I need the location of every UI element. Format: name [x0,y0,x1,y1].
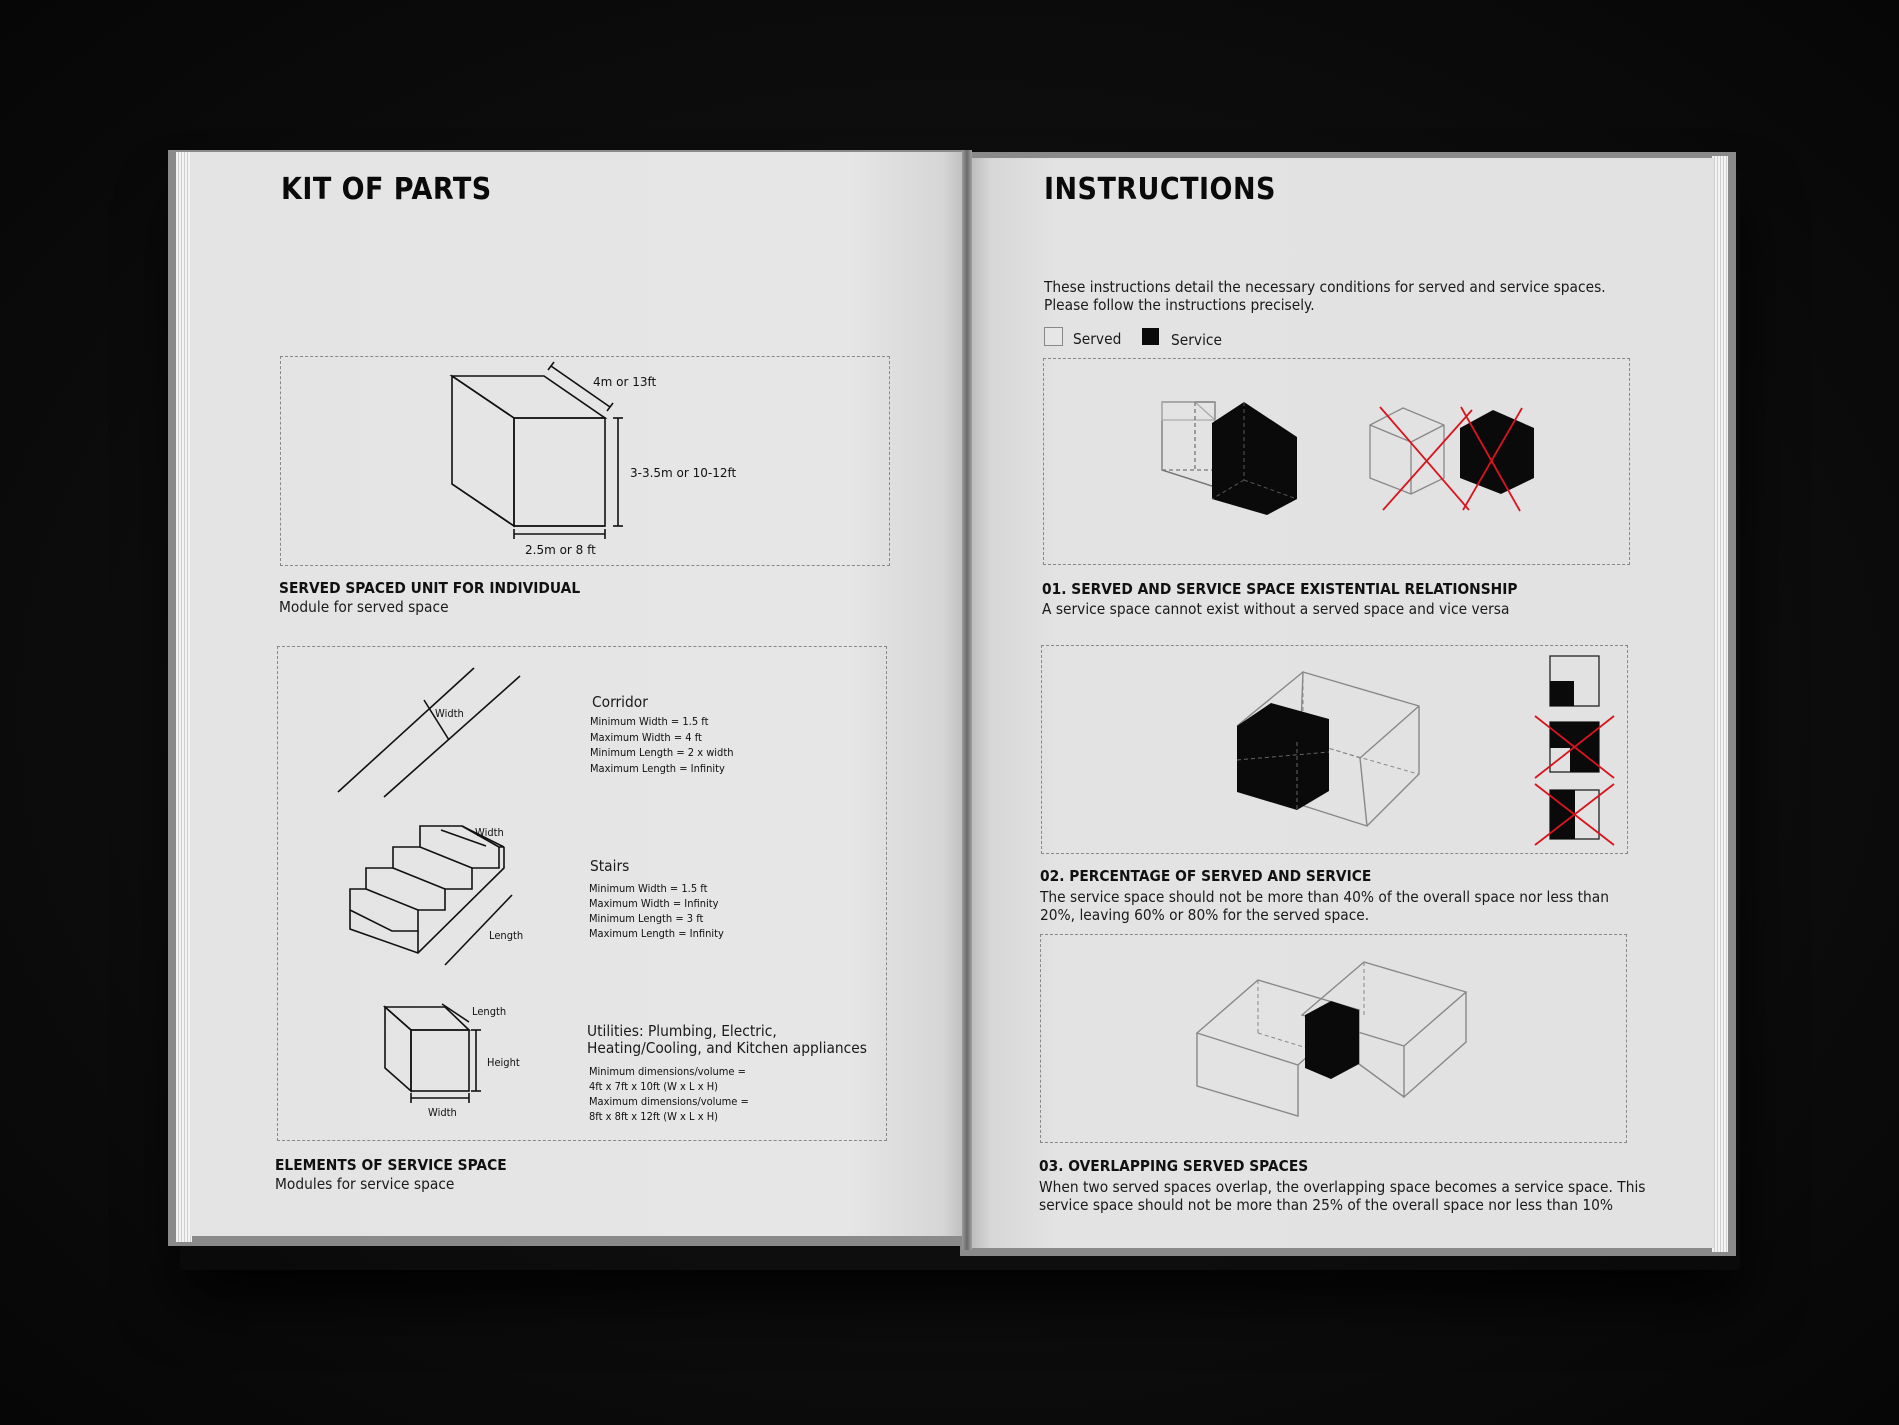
utilities-heading-line2: Heating/Cooling, and Kitchen appliances [587,1039,867,1057]
corridor-spec-line: Minimum Width = 1.5 ft [590,715,709,728]
intro-line-1: These instructions detail the necessary conditions for served and service spaces. [1044,278,1606,296]
utilities-length-label: Length [472,1005,507,1018]
stairs-spec-line: Minimum Length = 3 ft [589,912,704,925]
left-page-title: KIT OF PARTS [281,172,492,207]
utilities-heading-line1: Utilities: Plumbing, Electric, [587,1022,777,1040]
right-page-title: INSTRUCTIONS [1044,172,1276,207]
utilities-spec-line: Minimum dimensions/volume = [589,1065,746,1078]
utilities-spec-line: 4ft x 7ft x 10ft (W x L x H) [589,1080,719,1093]
legend-served-label: Served [1073,330,1122,348]
stairs-spec-line: Minimum Width = 1.5 ft [589,882,708,895]
corridor-heading: Corridor [592,693,648,711]
dim-width-label: 2.5m or 8 ft [525,543,596,557]
rule-3-text-line1: When two served spaces overlap, the overlapping space becomes a service space. This [1039,1178,1646,1196]
utilities-width-label: Width [428,1106,457,1119]
unit-caption-subtitle: Module for served space [279,598,449,616]
stairs-length-label: Length [489,929,524,942]
unit-caption-title: SERVED SPACED UNIT FOR INDIVIDUAL [279,579,581,597]
intro-line-2: Please follow the instructions precisely. [1044,296,1315,314]
legend-service-label: Service [1171,331,1223,349]
elements-caption-title: ELEMENTS OF SERVICE SPACE [275,1156,507,1174]
utilities-spec-line: 8ft x 8ft x 12ft (W x L x H) [589,1110,719,1123]
utilities-spec-line: Maximum dimensions/volume = [589,1095,749,1108]
rule-2-title: 02. PERCENTAGE OF SERVED AND SERVICE [1040,867,1372,885]
dim-height-label: 3-3.5m or 10-12ft [630,466,737,480]
corridor-width-label: Width [435,707,464,720]
stairs-spec-line: Maximum Length = Infinity [589,927,724,940]
rule-2-text-line1: The service space should not be more than 40% of the overall space nor less than [1040,888,1609,906]
corridor-spec-line: Maximum Width = 4 ft [590,730,702,744]
rule-1-text: A service space cannot exist without a served space and vice versa [1042,600,1510,618]
rule-3-text-line2: service space should not be more than 25% of the overall space nor less than 10% [1039,1196,1613,1214]
utilities-height-label: Height [487,1056,520,1069]
rule-3-title: 03. OVERLAPPING SERVED SPACES [1039,1157,1309,1175]
corridor-spec-line: Maximum Length = Infinity [590,761,725,775]
dim-depth-label: 4m or 13ft [593,375,657,389]
rule-2-text-line2: 20%, leaving 60% or 80% for the served space. [1040,906,1370,924]
rule-1-title: 01. SERVED AND SERVICE SPACE EXISTENTIAL RELATIONSHIP [1042,580,1518,598]
stairs-heading: Stairs [590,857,630,875]
elements-caption-subtitle: Modules for service space [275,1175,455,1193]
corridor-spec-line: Minimum Length = 2 x width [590,746,734,759]
stairs-width-label: Width [475,826,504,839]
stairs-spec-line: Maximum Width = Infinity [589,897,719,910]
